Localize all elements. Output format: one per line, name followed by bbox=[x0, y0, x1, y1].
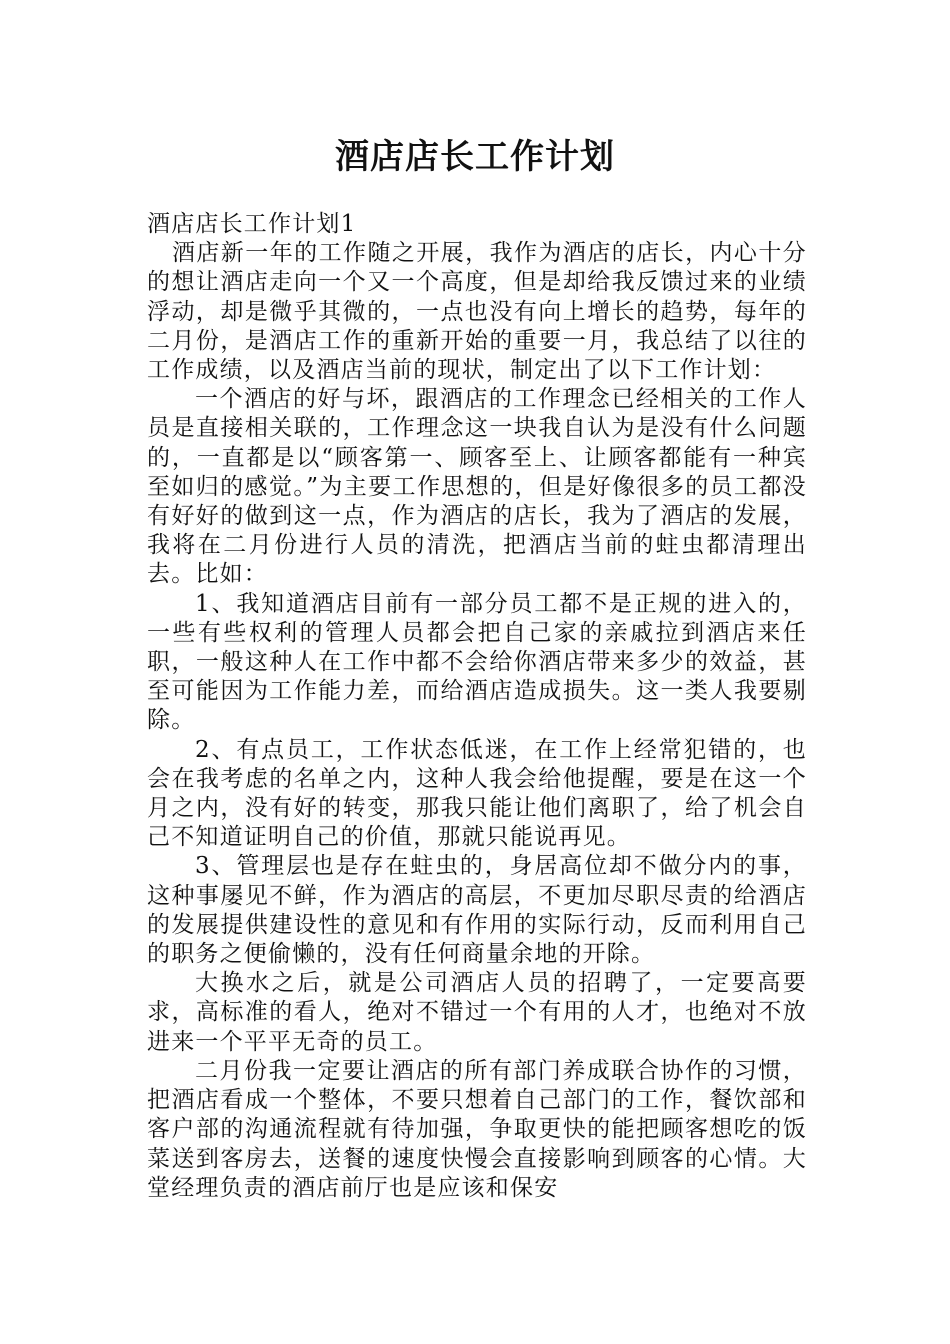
paragraph-recruitment: 大换水之后，就是公司酒店人员的招聘了，一定要高要求，高标准的看人，绝对不错过一个有用的人才，也绝对不放进来一个平平无奇的员工。 bbox=[147, 970, 807, 1055]
document-body bbox=[147, 210, 807, 1203]
paragraph-intro: 酒店新一年的工作随之开展，我作为酒店的店长，内心十分的想让酒店走向一个又一个高度，但是却给我反馈过来的业绩浮动，却是微乎其微的，一点也没有向上增长的趋势，每年的二月份，是酒店工作的重新开始的重要一月，我总结了以往的工作成绩，以及酒店当前的现状，制定出了以下工作计划： bbox=[147, 240, 807, 384]
paragraph-item-3: 3、管理层也是存在蛀虫的，身居高位却不做分内的事，这种事屡见不鲜，作为酒店的高层，不更加尽职尽责的给酒店的发展提供建设性的意见和有作用的实际行动，反而利用自己的职务之便偷懒的，没有任何商量余地的开除。 bbox=[147, 853, 807, 968]
paragraph-philosophy: 一个酒店的好与坏，跟酒店的工作理念已经相关的工作人员是直接相关联的，工作理念这一块我自认为是没有什么问题的，一直都是以“顾客第一、顾客至上、让顾客都能有一种宾至如归的感觉。”为主要工作思想的，但是好像很多的员工都没有好好的做到这一点，作为酒店的店长，我为了酒店的发展，我将在二月份进行人员的清洗，把酒店当前的蛀虫都清理出去。比如： bbox=[147, 386, 807, 588]
paragraph-item-1: 1、我知道酒店目前有一部分员工都不是正规的进入的，一些有些权利的管理人员都会把自己家的亲戚拉到酒店来任职，一般这种人在工作中都不会给你酒店带来多少的效益，甚至可能因为工作能力差，而给酒店造成损失。这一类人我要剔除。 bbox=[147, 590, 807, 734]
paragraph-item-2: 2、有点员工，工作状态低迷，在工作上经常犯错的，也会在我考虑的名单之内，这种人我会给他提醒，要是在这一个月之内，没有好的转变，那我只能让他们离职了，给了机会自己不知道证明自己的价值，那就只能说再见。 bbox=[147, 736, 807, 851]
document-title: 酒店店长工作计划 bbox=[335, 137, 615, 177]
section-subheading: 酒店店长工作计划1 bbox=[147, 211, 357, 237]
paragraph-cooperation: 二月份我一定要让酒店的所有部门养成联合协作的习惯，把酒店看成一个整体，不要只想着自己部门的工作，餐饮部和客户部的沟通流程就有待加强，争取更快的能把顾客想吃的饭菜送到客房去，送餐的速度快慢会直接影响到顾客的心情。大堂经理负责的酒店前厅也是应该和保安 bbox=[147, 1057, 807, 1201]
